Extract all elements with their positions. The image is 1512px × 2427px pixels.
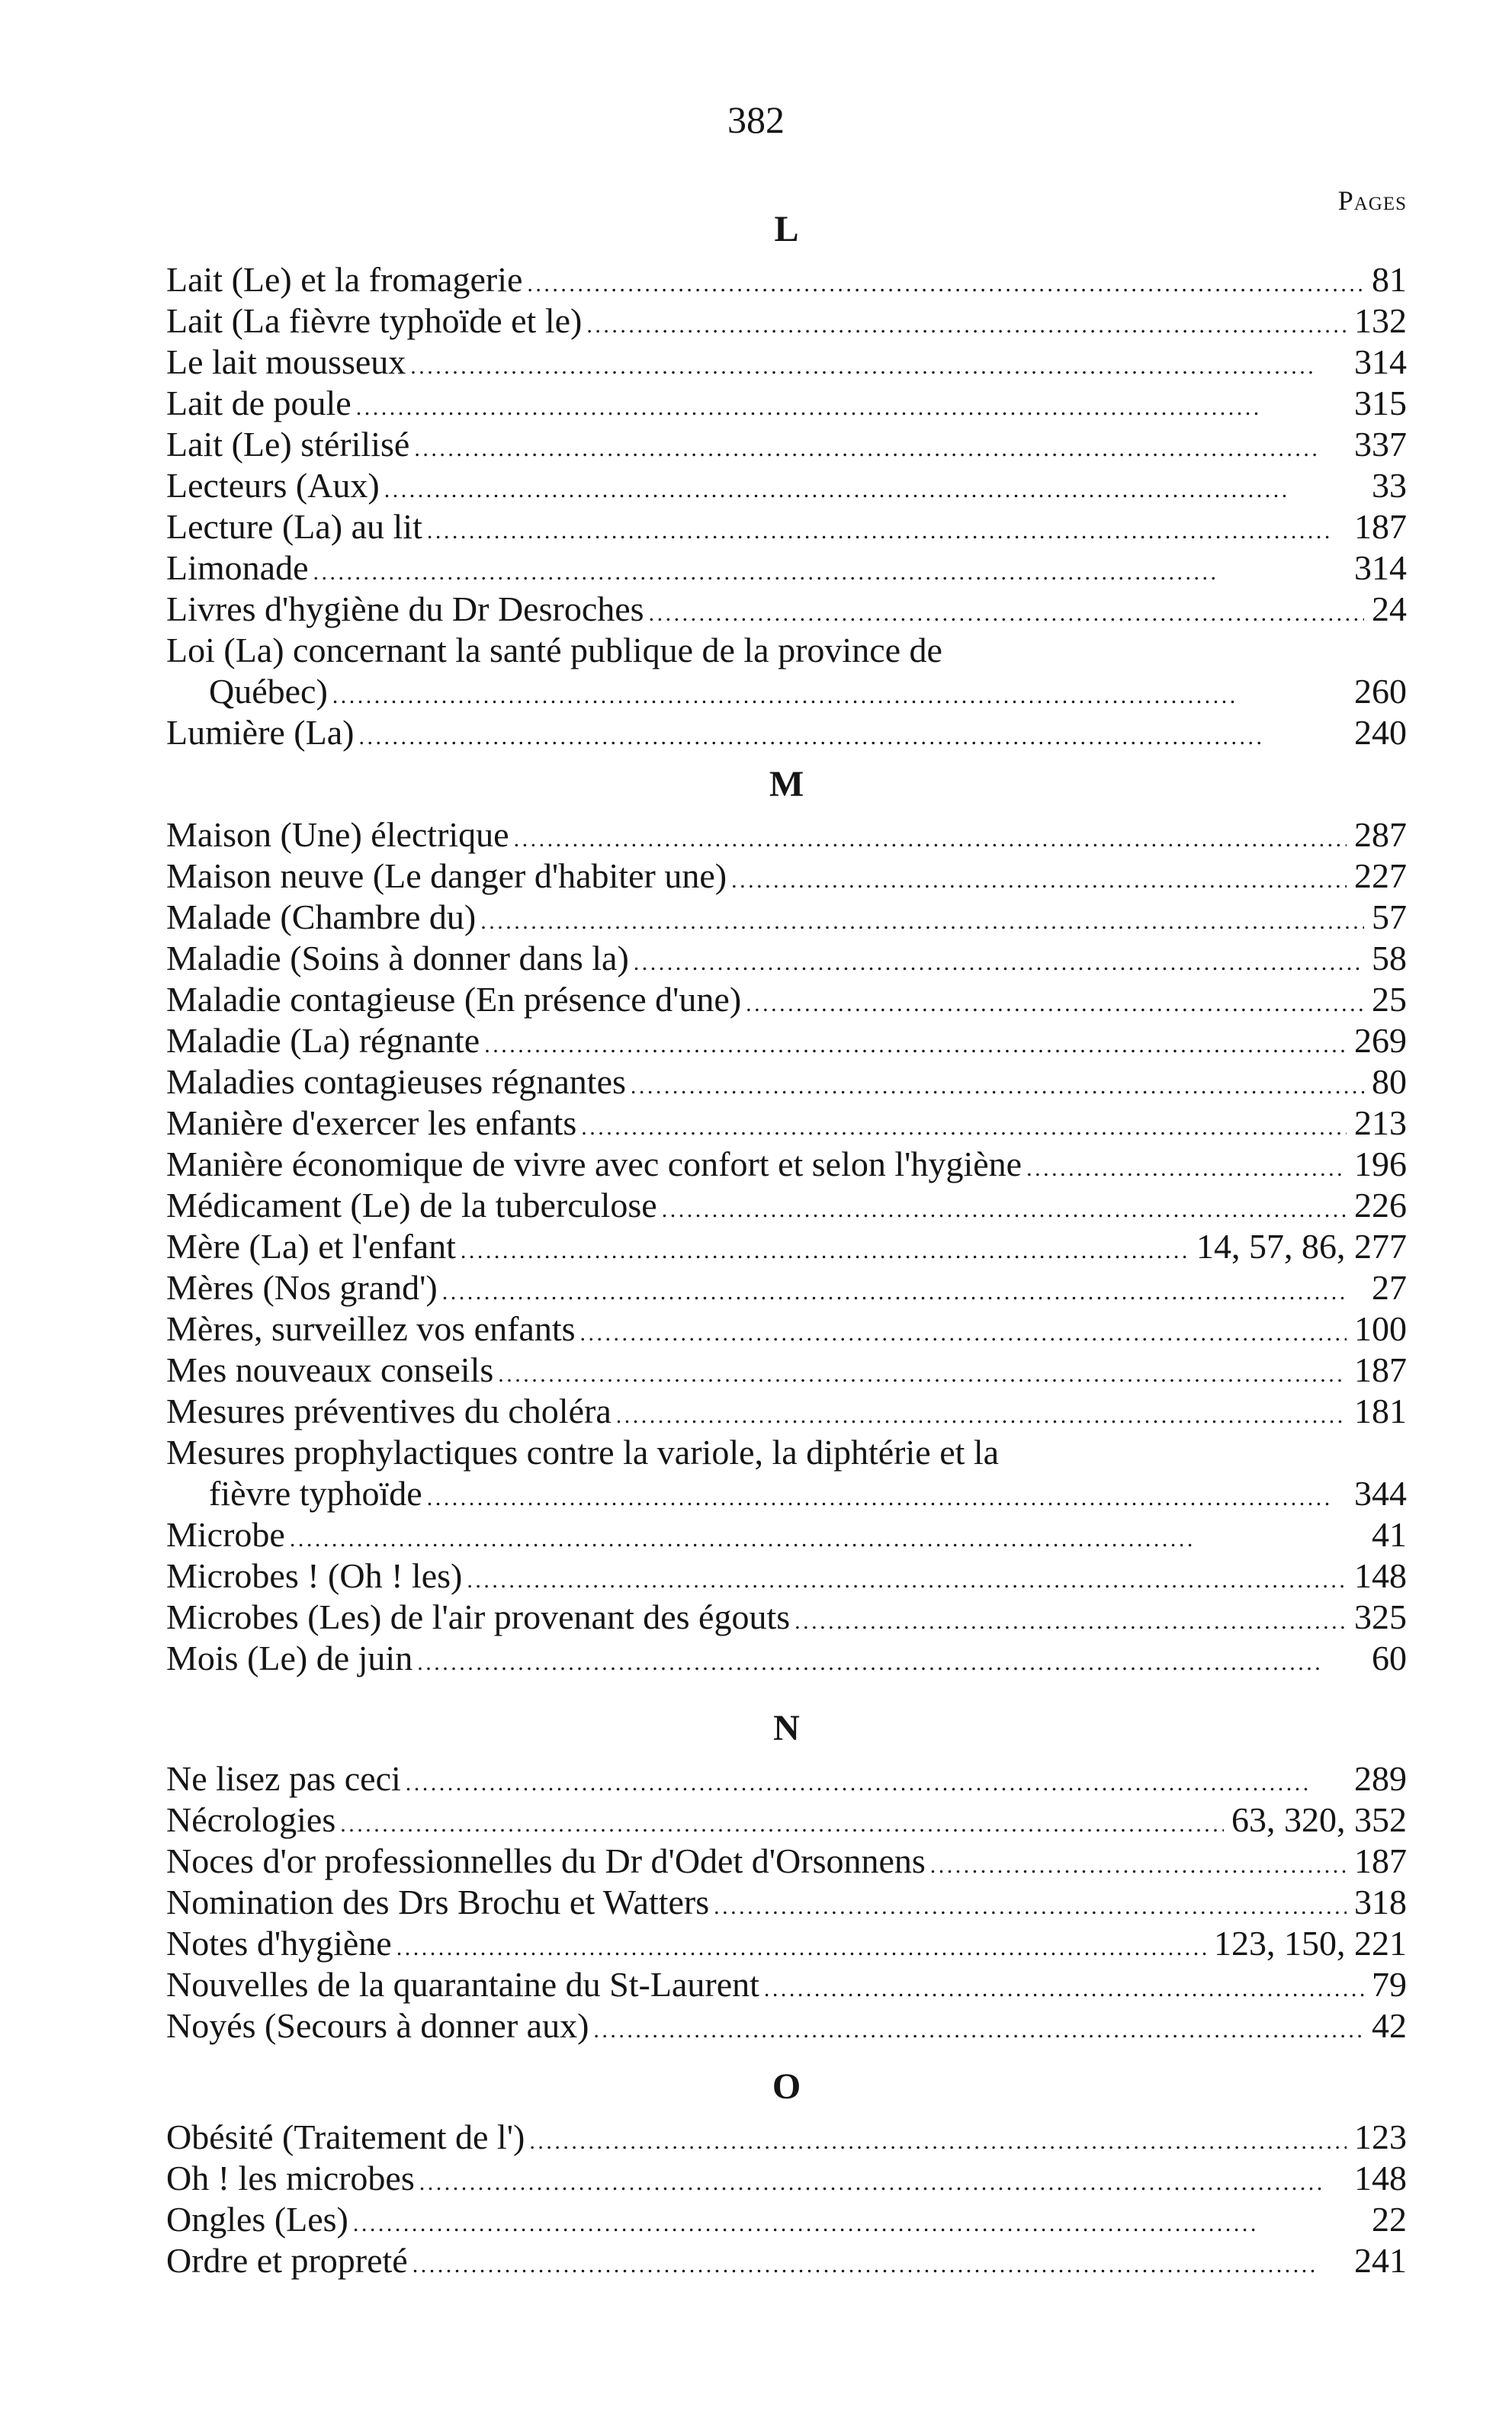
entry-title: Mères (Nos grand'): [166, 1268, 438, 1307]
dot-leader: [290, 1514, 1364, 1560]
entry-title: Ongles (Les): [166, 2200, 348, 2239]
section-letter: L: [774, 209, 799, 249]
entry-pages: 314: [1354, 548, 1407, 587]
section-letter: O: [772, 2066, 801, 2107]
entry-title: Ne lisez pas ceci: [166, 1759, 401, 1798]
entry-title: Oh ! les microbes: [166, 2159, 415, 2197]
entry-pages: 287: [1354, 815, 1407, 854]
entry-title: Lecteurs (Aux): [166, 466, 380, 505]
dot-leader: [529, 2117, 1347, 2162]
entry-pages: 344: [1354, 1474, 1407, 1513]
entry-title: Lait (Le) et la fromagerie: [166, 260, 523, 299]
dot-leader: [593, 2005, 1364, 2051]
index-entry: [166, 1061, 1407, 1103]
dot-leader: [442, 1267, 1364, 1313]
index-entry: [166, 1432, 1407, 1514]
index-entry: [166, 2240, 1407, 2281]
entry-title: Lait (Le) stérilisé: [166, 425, 410, 464]
dot-leader: [417, 1638, 1364, 1684]
index-entry: [166, 2005, 1407, 2047]
entry-pages: 318: [1354, 1883, 1407, 1921]
entry-pages: 148: [1354, 1556, 1407, 1595]
entry-title: Maladie (La) régnante: [166, 1021, 480, 1060]
entry-title: Lecture (La) au lit: [166, 507, 422, 546]
dot-leader: [514, 814, 1347, 860]
entry-pages: 57: [1372, 897, 1407, 936]
index-entry: [166, 1144, 1407, 1185]
entry-title: fièvre typhoïde: [209, 1474, 422, 1513]
entry-pages: 24: [1372, 589, 1407, 628]
dot-leader: [581, 1103, 1347, 1148]
dot-leader: [662, 1185, 1347, 1231]
dot-leader: [419, 2158, 1347, 2204]
dot-leader: [427, 1473, 1347, 1519]
index-entry: [166, 259, 1407, 300]
dot-leader: [586, 300, 1347, 346]
dot-leader: [746, 979, 1364, 1025]
entry-pages: 314: [1354, 342, 1407, 381]
section-letter: M: [769, 764, 804, 804]
entry-pages: 269: [1354, 1021, 1407, 1060]
entry-title: Livres d'hygiène du Dr Desroches: [166, 589, 644, 628]
dot-leader: [649, 589, 1364, 634]
entry-title: Ordre et propreté: [166, 2241, 408, 2280]
entry-pages: 227: [1354, 856, 1407, 895]
dot-leader: [414, 424, 1347, 470]
index-section-m: [166, 755, 1407, 1679]
dot-leader: [340, 1799, 1224, 1845]
entry-pages: 81: [1372, 260, 1407, 299]
dot-leader: [1026, 1144, 1347, 1189]
dot-leader: [930, 1841, 1347, 1886]
entry-title: Nouvelles de la quarantaine du St-Laurent: [166, 1965, 759, 2004]
entry-pages: 260: [1354, 672, 1407, 711]
index-entry: [166, 1308, 1407, 1350]
section-letter: N: [773, 1708, 800, 1748]
entry-title: Microbes ! (Oh ! les): [166, 1556, 463, 1595]
entry-pages: 226: [1354, 1186, 1407, 1225]
index-entry: [166, 2117, 1407, 2158]
index-entry: [166, 1226, 1407, 1267]
entry-title: Mesures préventives du choléra: [166, 1392, 612, 1430]
dot-leader: [484, 1020, 1347, 1066]
index-entry: [166, 1020, 1407, 1061]
dot-leader: [413, 2240, 1347, 2286]
index-entry: [166, 712, 1407, 753]
dot-leader: [498, 1350, 1347, 1395]
entry-pages: 123: [1354, 2117, 1407, 2156]
entry-pages: 196: [1354, 1144, 1407, 1183]
entry-pages: 213: [1354, 1103, 1407, 1142]
entry-title: Noces d'or professionnelles du Dr d'Odet d'Orsonnens: [166, 1841, 926, 1880]
index-entry: [166, 383, 1407, 424]
dot-leader: [616, 1391, 1347, 1437]
index-entry: [166, 814, 1407, 856]
entry-pages: 14, 57, 86, 277: [1196, 1227, 1407, 1266]
entry-pages: 33: [1372, 466, 1407, 505]
entry-title: Mère (La) et l'enfant: [166, 1227, 456, 1266]
entry-pages: 240: [1354, 713, 1407, 752]
entry-title: Manière économique de vivre avec confort et selon l'hygiène: [166, 1144, 1022, 1183]
entry-title: Obésité (Traitement de l'): [166, 2117, 525, 2156]
dot-leader: [384, 465, 1364, 511]
dot-leader: [527, 259, 1364, 305]
index-entry: [166, 979, 1407, 1020]
dot-leader: [410, 342, 1347, 387]
index-section-n: [166, 1699, 1407, 2047]
dot-leader: [353, 2199, 1364, 2245]
dot-leader: [396, 1923, 1206, 1969]
entry-pages: 325: [1354, 1597, 1407, 1636]
index-entry: [166, 2158, 1407, 2199]
entry-title-first-line: Mesures prophylactiques contre la variole, la diphtérie et la: [166, 1433, 1000, 1472]
dot-leader: [467, 1555, 1347, 1601]
entry-pages: 58: [1372, 939, 1407, 978]
entry-title: Maladie contagieuse (En présence d'une): [166, 980, 742, 1019]
entry-title: Manière d'exercer les enfants: [166, 1103, 577, 1142]
entry-pages: 289: [1354, 1759, 1407, 1798]
dot-leader: [332, 671, 1347, 717]
page-number: 382: [727, 98, 785, 141]
index-entry: [166, 589, 1407, 630]
dot-leader: [580, 1308, 1347, 1354]
index-section-l: [166, 200, 1407, 753]
entry-title: Maladie (Soins à donner dans la): [166, 939, 629, 978]
index-section-o: [166, 2057, 1407, 2281]
entry-pages: 63, 320, 352: [1231, 1800, 1407, 1839]
index-entry: [166, 938, 1407, 979]
index-entry: [166, 1597, 1407, 1638]
entry-title: Nomination des Drs Brochu et Watters: [166, 1883, 710, 1921]
index-entry: [166, 630, 1407, 712]
dot-leader: [461, 1226, 1189, 1272]
entry-pages: 187: [1354, 1350, 1407, 1389]
entry-pages: 187: [1354, 507, 1407, 546]
entry-pages: 100: [1354, 1309, 1407, 1348]
entry-title: Microbes (Les) de l'air provenant des égouts: [166, 1597, 791, 1636]
entry-title: Le lait mousseux: [166, 342, 406, 381]
entry-title: Maison (Une) électrique: [166, 815, 509, 854]
entry-title: Lait de poule: [166, 384, 352, 422]
index-entry: [166, 547, 1407, 589]
entry-pages: 60: [1372, 1639, 1407, 1677]
entry-pages: 123, 150, 221: [1214, 1924, 1407, 1963]
entry-title: Noyés (Secours à donner aux): [166, 2006, 589, 2045]
entry-pages: 181: [1354, 1392, 1407, 1430]
entry-title: Nécrologies: [166, 1800, 336, 1839]
index-entry: [166, 1964, 1407, 2005]
index-entry: [166, 1267, 1407, 1308]
index-entry: [166, 1103, 1407, 1144]
dot-leader: [427, 506, 1347, 552]
index-entry: [166, 1758, 1407, 1799]
entry-title: Limonade: [166, 548, 309, 587]
entry-title: Mes nouveaux conseils: [166, 1350, 494, 1389]
entry-pages: 79: [1372, 1965, 1407, 2004]
entry-pages: 187: [1354, 1841, 1407, 1880]
dot-leader: [358, 712, 1347, 758]
pages-column-label: Pages: [1337, 185, 1407, 216]
entry-pages: 22: [1372, 2200, 1407, 2239]
entry-pages: 25: [1372, 980, 1407, 1019]
entry-title: Mères, surveillez vos enfants: [166, 1309, 576, 1348]
dot-leader: [714, 1882, 1347, 1928]
entry-pages: 148: [1354, 2159, 1407, 2197]
index-entry: [166, 1514, 1407, 1555]
index-entry: [166, 342, 1407, 383]
index-entry: [166, 1882, 1407, 1923]
index-entry: [166, 2199, 1407, 2240]
index-entry: [166, 1923, 1407, 1964]
dot-leader: [356, 383, 1347, 429]
dot-leader: [406, 1758, 1347, 1804]
index-entry: [166, 506, 1407, 547]
index-entry: [166, 1841, 1407, 1882]
entry-pages: 315: [1354, 384, 1407, 422]
dot-leader: [795, 1597, 1347, 1642]
index-entry: [166, 1391, 1407, 1432]
dot-leader: [313, 547, 1347, 593]
entry-pages: 132: [1354, 301, 1407, 340]
entry-title: Québec): [209, 672, 328, 711]
dot-leader: [631, 1061, 1364, 1107]
entry-pages: 41: [1372, 1515, 1407, 1554]
entry-title: Lait (La fièvre typhoïde et le): [166, 301, 583, 340]
index-entry: [166, 1185, 1407, 1226]
index-entry: [166, 465, 1407, 506]
entry-pages: 337: [1354, 425, 1407, 464]
entry-title: Notes d'hygiène: [166, 1924, 392, 1963]
dot-leader: [764, 1964, 1364, 2010]
entry-title-first-line: Loi (La) concernant la santé publique de la province de: [166, 631, 942, 669]
dot-leader: [634, 938, 1364, 984]
index-entry: [166, 1555, 1407, 1597]
index-entry: [166, 856, 1407, 897]
index-entry: [166, 1638, 1407, 1679]
entry-title: Maladies contagieuses régnantes: [166, 1062, 626, 1101]
index-entry: [166, 1350, 1407, 1391]
entry-pages: 42: [1372, 2006, 1407, 2045]
entry-pages: 241: [1354, 2241, 1407, 2280]
dot-leader: [731, 856, 1347, 901]
index-entry: [166, 424, 1407, 465]
entry-title: Microbe: [166, 1515, 285, 1554]
entry-title: Mois (Le) de juin: [166, 1639, 413, 1677]
index-entry: [166, 300, 1407, 342]
entry-pages: 27: [1372, 1268, 1407, 1307]
entry-title: Médicament (Le) de la tuberculose: [166, 1186, 657, 1225]
index-entry: [166, 897, 1407, 938]
entry-title: Maison neuve (Le danger d'habiter une): [166, 856, 727, 895]
dot-leader: [480, 897, 1364, 942]
entry-title: Lumière (La): [166, 713, 355, 752]
entry-pages: 80: [1372, 1062, 1407, 1101]
index-entry: [166, 1799, 1407, 1841]
entry-title: Malade (Chambre du): [166, 897, 477, 936]
